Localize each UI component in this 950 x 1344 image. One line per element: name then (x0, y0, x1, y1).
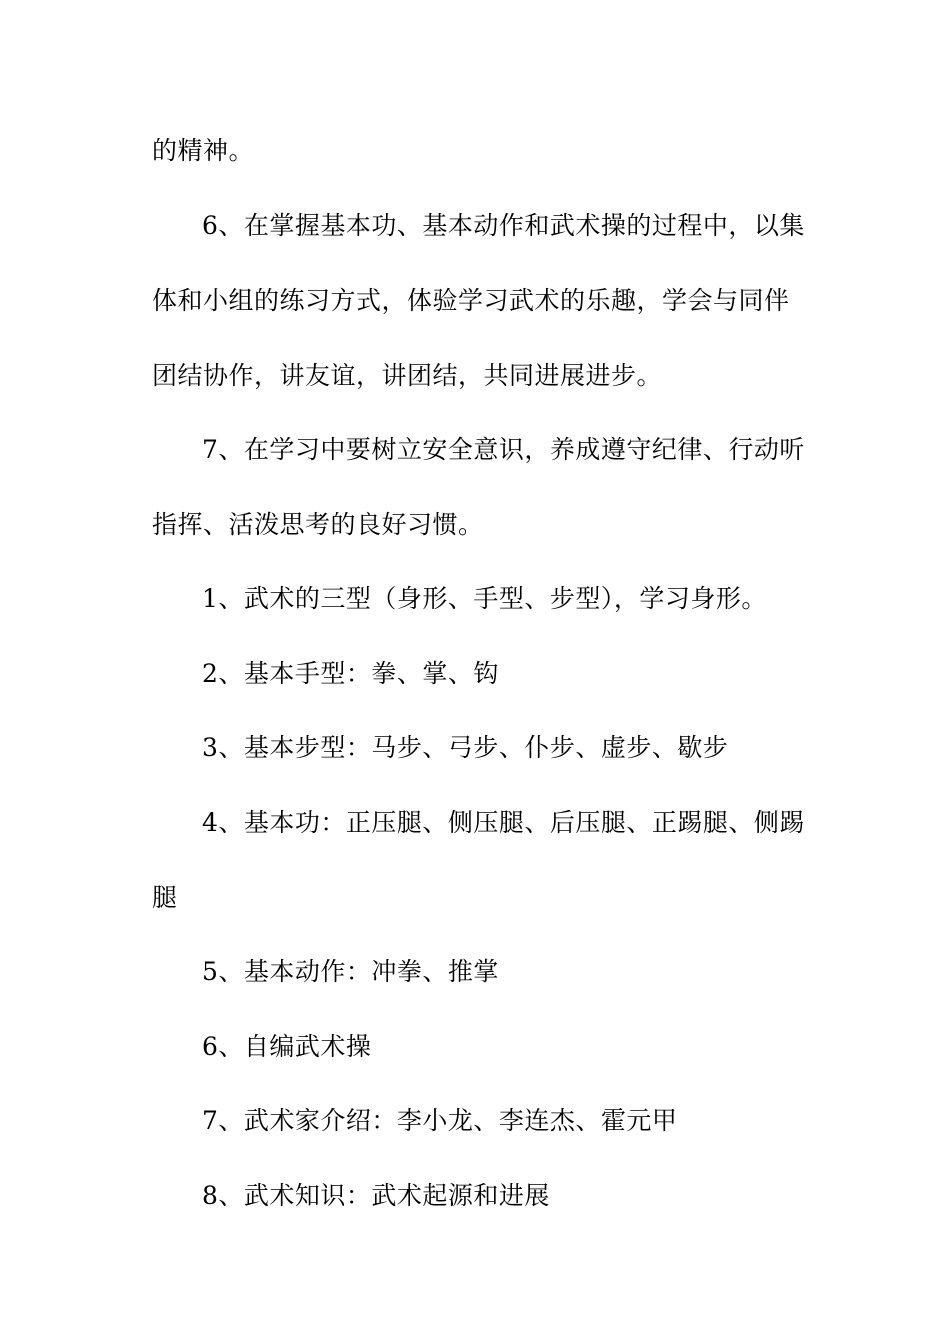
list-item: 7、武术家介绍：李小龙、李连杰、霍元甲 (202, 1106, 678, 1135)
paragraph-line: 7、在学习中要树立安全意识，养成遵守纪律、行动听 (202, 435, 805, 464)
list-item: 2、基本手型：拳、掌、钩 (202, 659, 499, 688)
list-item: 8、武术知识：武术起源和进展 (202, 1181, 550, 1210)
list-item: 3、基本步型：马步、弓步、仆步、虚步、歇步 (202, 733, 729, 762)
list-item-continuation: 腿 (152, 883, 178, 912)
paragraph-line: 6、在掌握基本功、基本动作和武术操的过程中，以集 (202, 211, 805, 240)
list-item: 5、基本动作：冲拳、推掌 (202, 957, 499, 986)
list-item: 6、自编武术操 (202, 1032, 372, 1061)
list-item: 1、武术的三型（身形、手型、步型），学习身形。 (202, 584, 767, 613)
paragraph-line: 团结协作，讲友谊，讲团结，共同进展进步。 (152, 361, 663, 390)
paragraph-line: 指挥、活泼思考的良好习惯。 (152, 510, 484, 539)
paragraph-line: 的精神。 (152, 136, 255, 165)
list-item: 4、基本功：正压腿、侧压腿、后压腿、正踢腿、侧踢 (202, 808, 805, 837)
paragraph-line: 体和小组的练习方式，体验学习武术的乐趣，学会与同伴 (152, 286, 790, 315)
